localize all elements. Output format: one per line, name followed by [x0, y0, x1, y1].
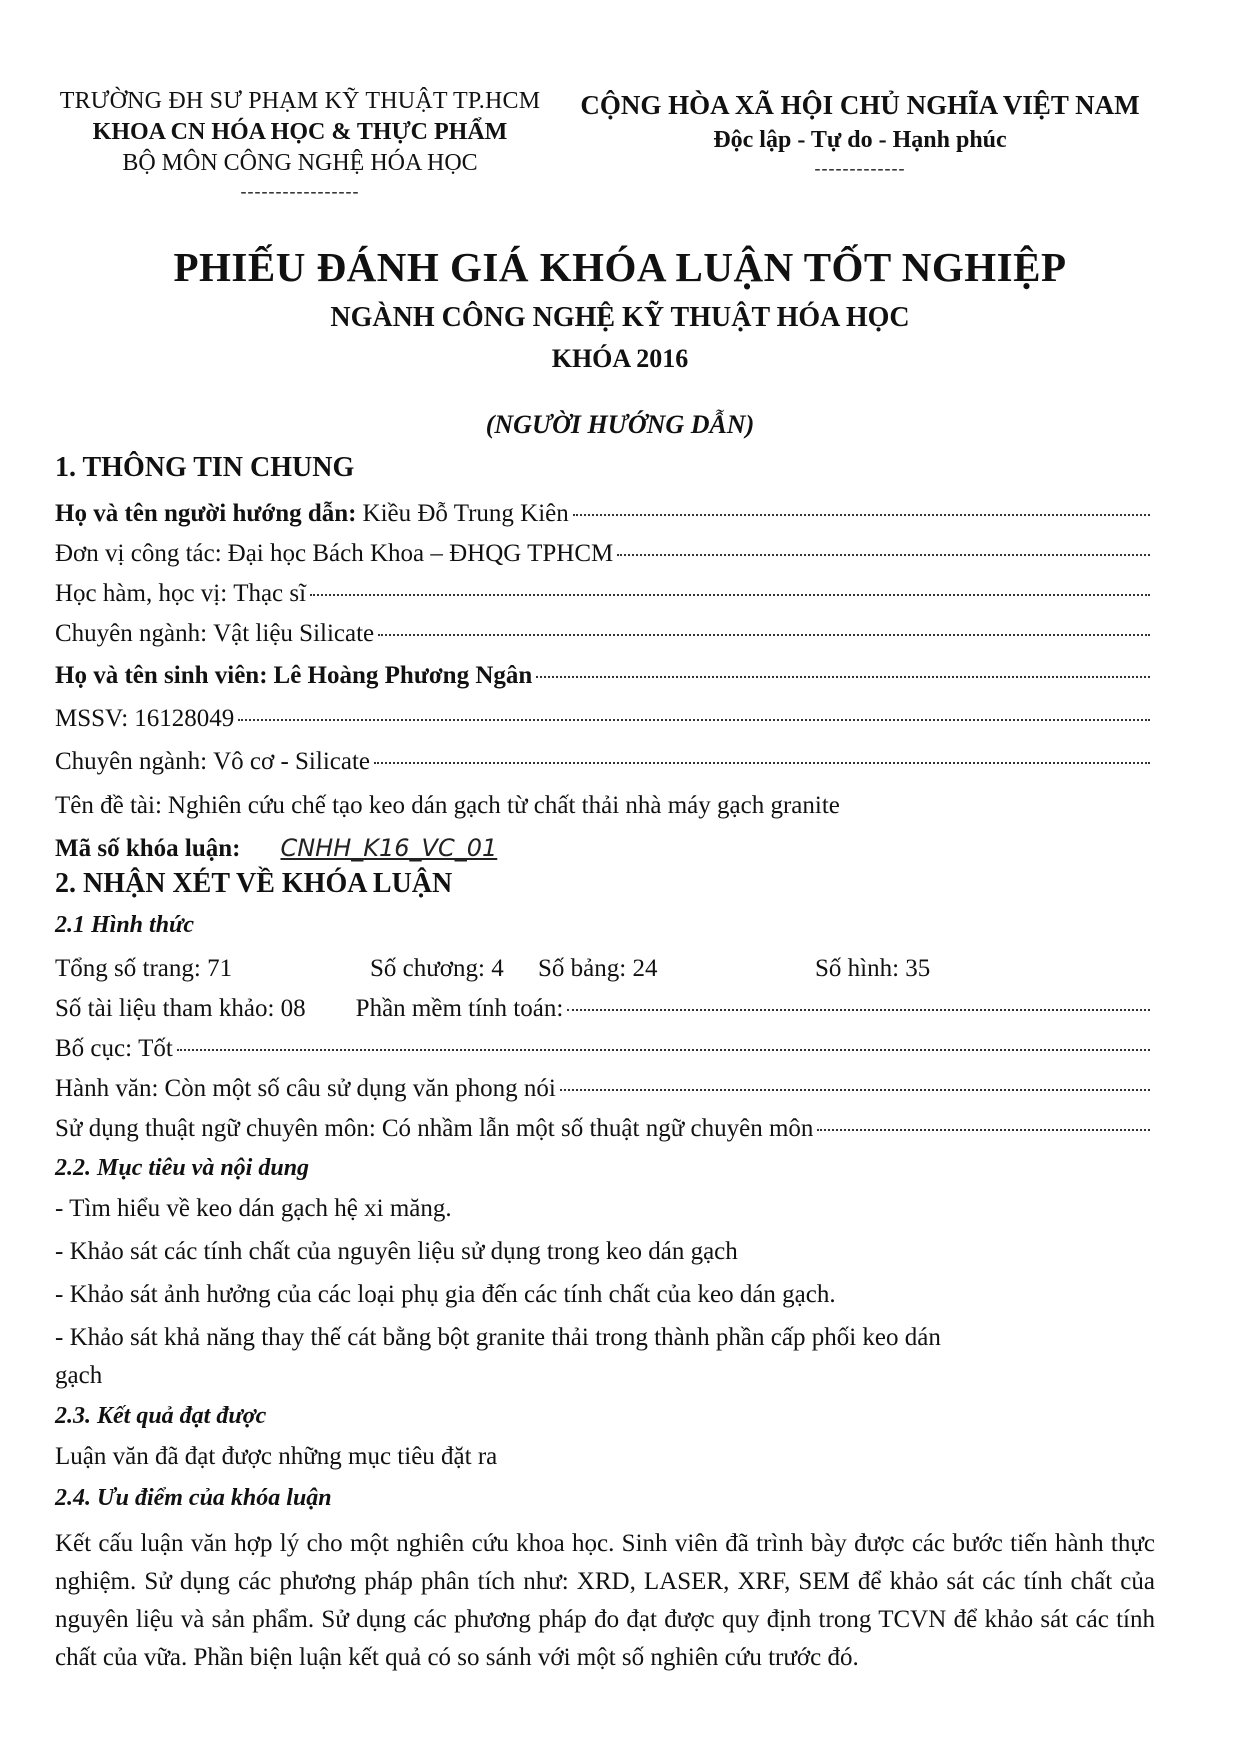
dotted-line [567, 1009, 1150, 1011]
field-student-id [55, 705, 1150, 733]
subsection-objectives-heading: 2.2. Mục tiêu và nội dung [55, 1155, 310, 1181]
objective-item-continuation: gạch [55, 1362, 103, 1389]
strengths-text: Kết cấu luận văn hợp lý cho một nghiên cứu khoa học. Sinh viên đã trình bày được các bước tiến hành thực nghiệm. Sử dụng các phương pháp phân tích như: XRD, LASER, XRF, SEM để khảo sát các tính chất của nguyên liệu và sản phẩm. Sử dụng các phương pháp đo đạt được quy định trong TCVN để khảo sát các tính chất của vữa. Phần biện luận kết quả có so sánh với một số nghiên cứu trước đó. [55, 1530, 1155, 1671]
dotted-line [573, 514, 1150, 516]
field-value: 16128049 [134, 705, 235, 732]
dotted-line [817, 1129, 1150, 1131]
field-value: Còn một số câu sử dụng văn phong nói [164, 1075, 556, 1102]
figure-count: Số hình: 35 [815, 955, 931, 982]
field-terminology [55, 1115, 1150, 1143]
field-student-name [55, 662, 1150, 690]
field-advisor-specialty [55, 620, 1150, 648]
field-label: Sử dụng thuật ngữ chuyên môn: [55, 1115, 376, 1142]
form-cohort: KHÓA 2016 [551, 344, 689, 373]
chapter-count: Số chương: 4 [370, 955, 504, 982]
field-label: Đơn vị công tác: [55, 540, 222, 567]
field-label: Họ và tên người hướng dẫn: [55, 500, 357, 527]
field-value: Vật liệu Silicate [213, 620, 375, 647]
form-major: NGÀNH CÔNG NGHỆ KỸ THUẬT HÓA HỌC [330, 302, 910, 333]
field-label: Chuyên ngành: [55, 748, 208, 775]
field-value: Đại học Bách Khoa – ĐHQG TPHCM [227, 540, 614, 567]
objective-item: - Khảo sát khả năng thay thế cát bằng bột granite thải trong thành phần cấp phối keo dán [55, 1324, 941, 1351]
field-thesis-topic [55, 792, 1150, 820]
national-motto: Độc lập - Tự do - Hạnh phúc [713, 127, 1007, 153]
field-value: Nghiên cứu chế tạo keo dán gạch từ chất thải nhà máy gạch granite [167, 792, 840, 819]
header-left-divider: ----------------- [240, 181, 360, 201]
field-value: Có nhầm lẫn một số thuật ngữ chuyên môn [381, 1115, 814, 1142]
national-header [560, 90, 1160, 179]
field-label: Họ và tên sinh viên: [55, 662, 268, 689]
table-count: Số bảng: 24 [538, 955, 658, 982]
field-label: Học hàm, học vị: [55, 580, 228, 607]
field-value: Tốt [138, 1035, 173, 1062]
dotted-line [177, 1049, 1150, 1051]
subsection-results-heading: 2.3. Kết quả đạt được [55, 1403, 267, 1429]
objective-item: - Khảo sát ảnh hưởng của các loại phụ gia đến các tính chất của keo dán gạch. [55, 1281, 836, 1308]
field-value: Thạc sĩ [233, 580, 307, 607]
header-right-divider: ------------- [814, 158, 906, 178]
field-label: Hành văn: [55, 1075, 159, 1102]
field-value: Lê Hoàng Phương Ngân [273, 662, 533, 689]
subsection-strengths-heading: 2.4. Ưu điểm của khóa luận [55, 1485, 332, 1511]
dotted-line [378, 634, 1150, 636]
objective-item: - Tìm hiểu về keo dán gạch hệ xi măng. [55, 1195, 452, 1222]
field-writing-style [55, 1075, 1150, 1103]
handwritten-value: CNHH_K16_VC_01 [280, 834, 498, 862]
field-thesis-code [55, 834, 1150, 863]
field-label: Bố cục: [55, 1035, 133, 1062]
dotted-line [374, 762, 1150, 764]
section-2-heading: 2. NHẬN XÉT VỀ KHÓA LUẬN [55, 868, 453, 899]
field-label: Tên đề tài: [55, 792, 162, 819]
dotted-line [238, 719, 1150, 721]
field-label: Mã số khóa luận: [55, 835, 241, 862]
field-layout [55, 1035, 1150, 1063]
country-name: CỘNG HÒA XÃ HỘI CHỦ NGHĨA VIỆT NAM [580, 90, 1140, 120]
objective-item: - Khảo sát các tính chất của nguyên liệu sử dụng trong keo dán gạch [55, 1238, 738, 1265]
reference-count: Số tài liệu tham khảo: 08 [55, 995, 306, 1022]
dotted-line [617, 554, 1150, 556]
form-stats-row-2 [55, 995, 1150, 1023]
dotted-line [560, 1089, 1150, 1091]
software-label: Phần mềm tính toán: [355, 995, 564, 1022]
university-name: TRƯỜNG ĐH SƯ PHẠM KỸ THUẬT TP.HCM [59, 88, 541, 114]
department-name: BỘ MÔN CÔNG NGHỆ HÓA HỌC [122, 150, 478, 176]
field-value: Kiều Đỗ Trung Kiên [362, 500, 569, 527]
field-academic-title [55, 580, 1150, 608]
field-workplace [55, 540, 1150, 568]
faculty-name: KHOA CN HÓA HỌC & THỰC PHẨM [92, 119, 508, 145]
field-value: Vô cơ - Silicate [213, 748, 370, 775]
form-title: PHIẾU ĐÁNH GIÁ KHÓA LUẬN TỐT NGHIỆP [173, 244, 1067, 290]
institution-header [40, 88, 560, 202]
field-advisor-name [55, 500, 1150, 528]
total-pages: Tổng số trang: 71 [55, 955, 233, 982]
field-label: Chuyên ngành: [55, 620, 208, 647]
field-label: MSSV: [55, 705, 129, 732]
field-student-specialty [55, 748, 1150, 776]
dotted-line [310, 594, 1150, 596]
results-text: Luận văn đã đạt được những mục tiêu đặt ra [55, 1443, 498, 1470]
form-role: (NGƯỜI HƯỚNG DẪN) [485, 410, 755, 439]
section-1-heading: 1. THÔNG TIN CHUNG [55, 452, 355, 483]
subsection-form-heading: 2.1 Hình thức [55, 912, 195, 938]
dotted-line [536, 676, 1150, 678]
